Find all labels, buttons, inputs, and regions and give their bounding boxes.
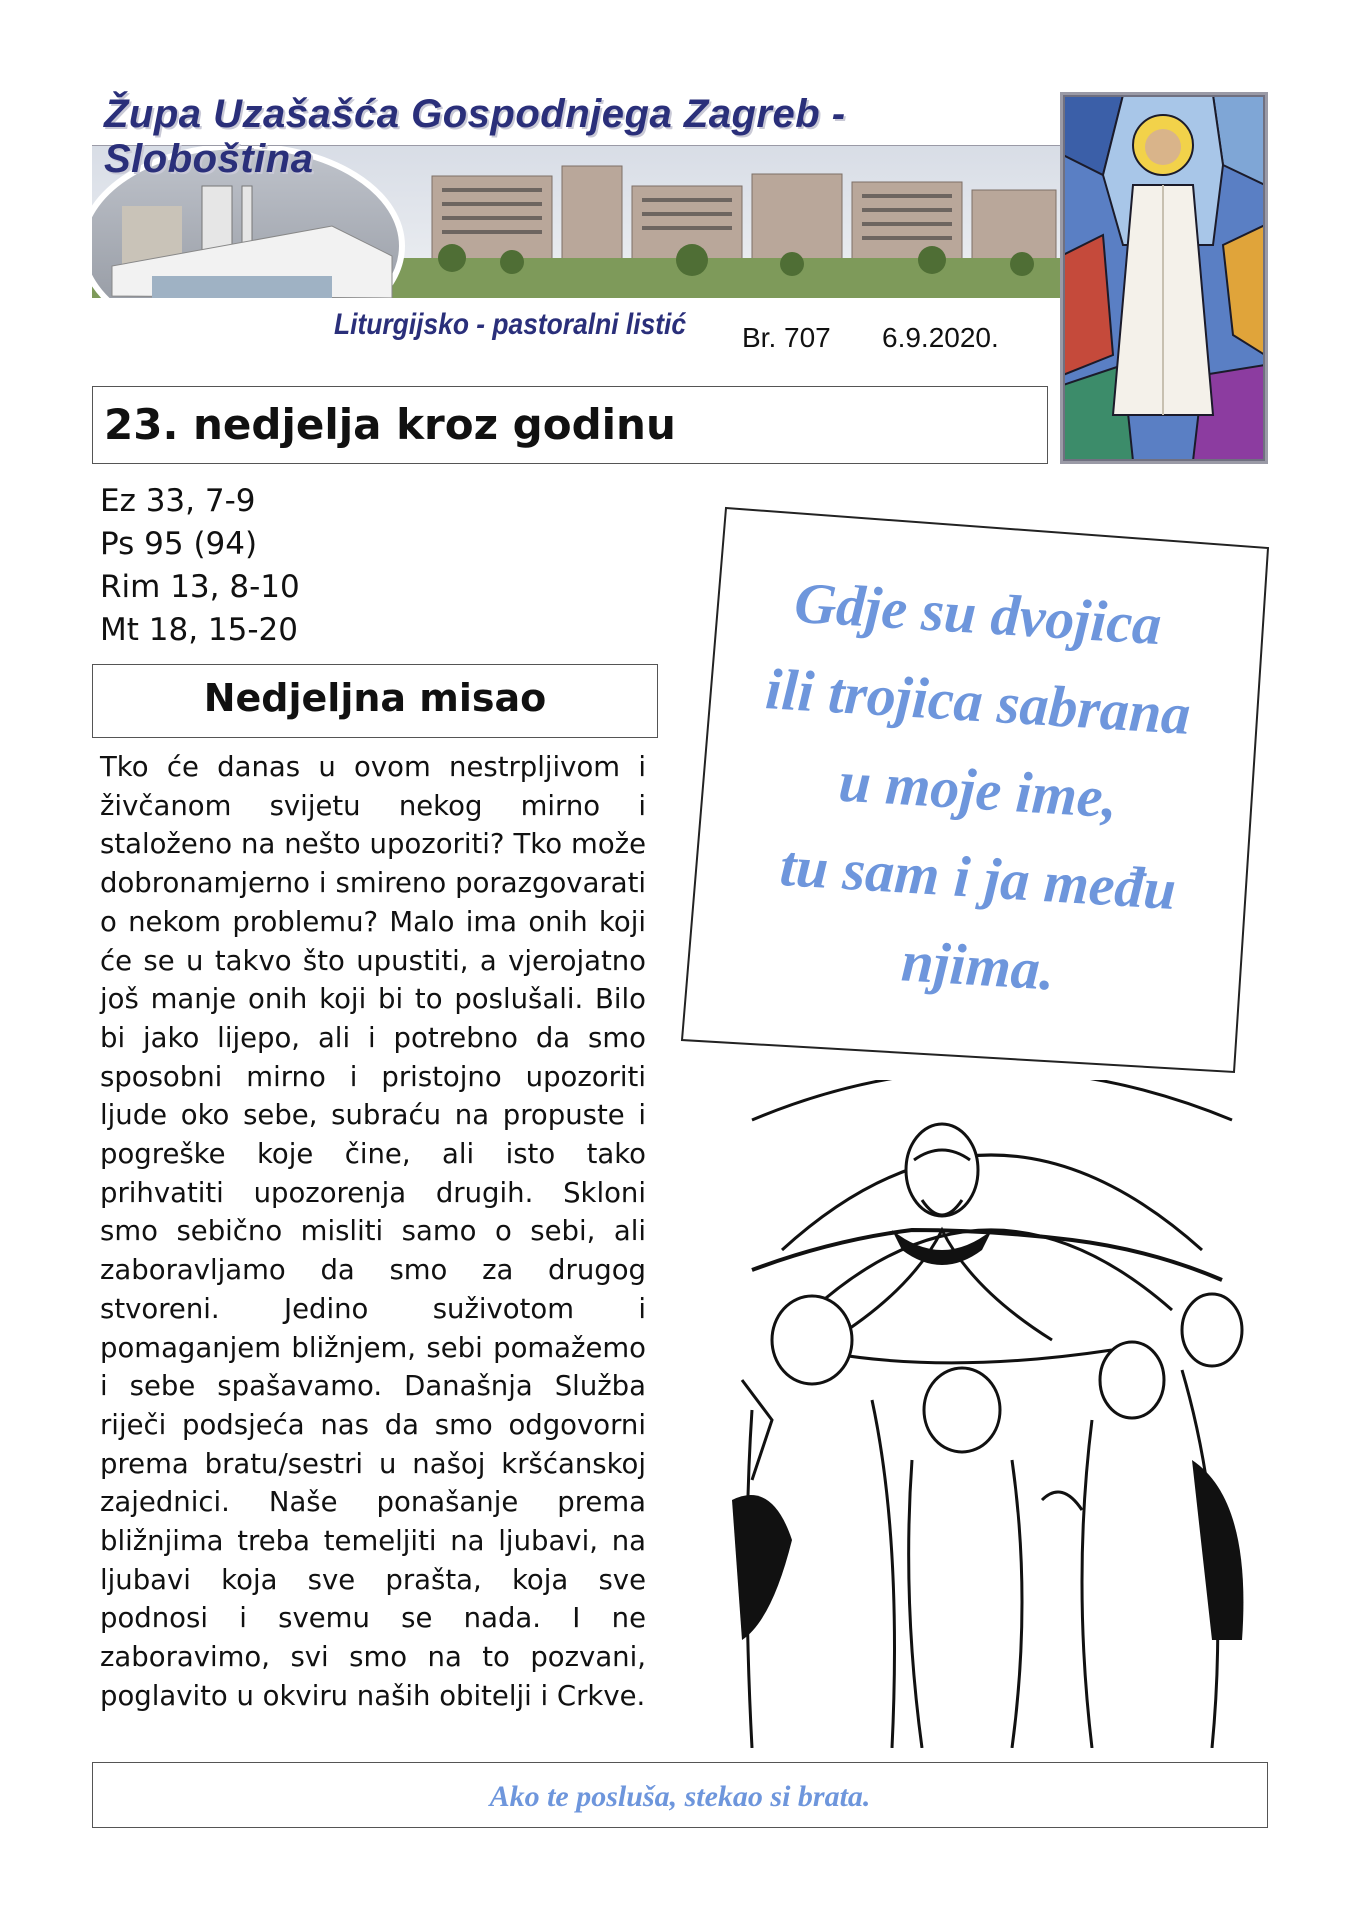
reading-item: Ez 33, 7-9 — [100, 483, 256, 519]
quote-line: u moje ime, — [836, 748, 1120, 831]
reading-item: Mt 18, 15-20 — [100, 612, 298, 648]
thought-body-text: Tko će danas u ovom nestrpljivom i živčanom svijetu nekog mirno i staloženo na nešto upozoriti? Tko može dobronamjerno i smireno porazgovarati o nekom problemu? Malo ima onih koji će se u takvo što upustiti, a vjerojatno još manje onih koji bi to poslušali. Bilo bi jako lijepo, ali i potrebno da smo sposobni mirno i pristojno upozoriti ljude oko sebe, subraću na propuste i pogreške koje čine, ali isto tako prihvatiti upozorenja drugih. Skloni smo sebično misliti samo o sebi, ali zaboravljamo da smo za drugog stvoreni. Jedino suživotom i pomaganjem bližnjem, sebi pomažemo i sebe spašavamo. Današnja Služba riječi podsjeća nas da smo odgovorni prema bratu/sestri u našoj kršćanskoj zajednici. Naše ponašanje prema bližnjima treba temeljiti na ljubavi, na ljubavi koja sve prašta, koja sve podnosi i svemu se nada. I ne zaboravimo, svi smo na to pozvani, poglavito u okviru naših obitelji i Crkve. — [100, 751, 646, 1712]
footer-quote: Ako te posluša, stekao si brata. — [489, 1780, 871, 1813]
stained-glass-window-image — [1060, 92, 1268, 464]
sunday-title: 23. nedjelja kroz godinu — [104, 400, 676, 449]
quote-frame — [678, 500, 1278, 1080]
quote-line: njima. — [899, 928, 1057, 1003]
reading-item: Ps 95 (94) — [100, 526, 258, 562]
issue-date: 6.9.2020. — [882, 322, 999, 353]
quote-line: tu sam i ja među — [778, 832, 1178, 923]
issue-number: Br. 707 — [742, 322, 831, 353]
parish-title: Župa Uzašašća Gospodnjega Zagreb - Sloboština — [104, 92, 846, 181]
bulletin-subtitle: Liturgijsko - pastoralni listić — [334, 308, 687, 341]
reading-item: Rim 13, 8-10 — [100, 569, 300, 605]
christ-with-disciples-illustration — [712, 1080, 1268, 1748]
thought-title: Nedjeljna misao — [203, 676, 547, 720]
quote-line: Gdje su dvojica — [792, 569, 1164, 658]
readings-list — [100, 480, 300, 652]
quote-line: ili trojica sabrana — [763, 656, 1193, 747]
